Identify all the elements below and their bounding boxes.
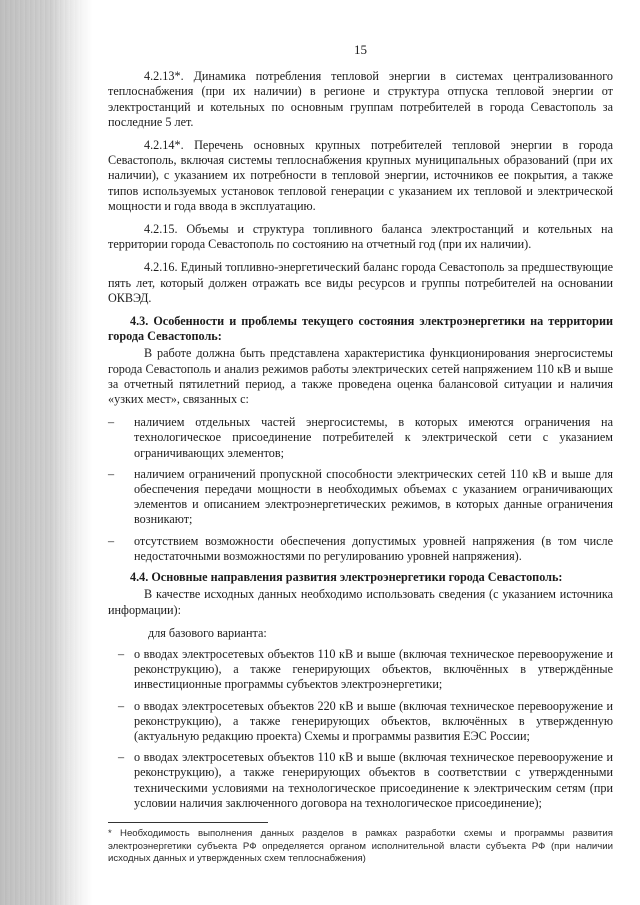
- bullet-marker: –: [117, 698, 125, 713]
- footnote-divider: [108, 822, 268, 823]
- bullet-marker: –: [117, 646, 125, 661]
- list-item-text: наличием ограничений пропускной способности электрических сетей 110 кВ и выше для обеспечения передачи мощности в необходимых объемах с указанием ограничивающих элементов и описанием электроэнергетических режимов, в которых данные ограничения возникают;: [134, 466, 613, 527]
- footnote: * Необходимость выполнения данных разделов в рамках разработки схемы и программы развития электроэнергетики субъекта РФ определяется органом исполнительной власти субъекта РФ (при наличии исходных данных и утвержденных схем теплоснабжения): [108, 828, 613, 865]
- section-heading-4-4: 4.4. Основные направления развития электроэнергетики города Севастополь:: [130, 570, 563, 585]
- paragraph-4-2-15: 4.2.15. Объемы и структура топливного баланса электростанций и котельных на территории города Севастополь по состоянию на отчетный год (при их наличии).: [108, 222, 613, 252]
- paragraph-4-2-14: 4.2.14*. Перечень основных крупных потребителей тепловой энергии в города Севастополь, включая системы теплоснабжения крупных муниципальных образований (при их наличии), с указанием их потребности в тепловой энергии, источников ее покрытия, а также типов используемых установок тепловой генерации с указанием их тепловой и электрической мощности и года ввода в эксплуатацию.: [108, 138, 613, 213]
- page-number: 15: [354, 42, 367, 57]
- list-item: [108, 647, 613, 693]
- list-item: [108, 467, 613, 528]
- list-item: [108, 750, 613, 811]
- scan-binding-edge: [0, 0, 92, 905]
- paragraph-4-2-16: 4.2.16. Единый топливно-энергетический баланс города Севастополь за предшествующие пять лет, который должен отражать все виды ресурсов и группы потребителей на основании ОКВЭД.: [108, 260, 613, 305]
- section-4-3-body: В работе должна быть представлена характеристика функционирования энергосистемы города Севастополь и анализ режимов работы электрических сетей напряжением 110 кВ и выше за отчетный пятилетний период, а также проведена оценка балансовой ситуации и наличия «узких мест», связанных с:: [108, 346, 613, 407]
- section-heading-4-3: 4.3. Особенности и проблемы текущего состояния электроэнергетики на территории города Севастополь:: [108, 314, 613, 344]
- document-page: [108, 42, 613, 817]
- list-item-text: о вводах электросетевых объектов 220 кВ и выше (включая техническое перевооружение и реконструкцию), а также генерирующих объектов, включённых в утвержденную (актуальную редакцию проекта) Схемы и программы развития ЕЭС России;: [134, 698, 613, 743]
- base-variant-label: для базового варианта:: [148, 625, 267, 640]
- list-item: [108, 415, 613, 461]
- list-item-text: наличием отдельных частей энергосистемы, в которых имеются ограничения на технологическое присоединение потребителей к электрической сети с указанием ограничивающих элементов;: [134, 415, 613, 460]
- list-item: [108, 699, 613, 745]
- list-item-text: отсутствием возможности обеспечения допустимых уровней напряжения (в том числе недостаточными возможностями по регулированию уровней напряжения).: [134, 533, 613, 563]
- list-item: [108, 534, 613, 564]
- dash-marker: –: [108, 533, 115, 548]
- dash-marker: –: [108, 415, 115, 430]
- bullet-marker: –: [117, 750, 125, 765]
- list-item-text: о вводах электросетевых объектов 110 кВ и выше (включая техническое перевооружение и реконструкцию), а также генерирующих объектов, включённых в утверждённые инвестиционные программы субъектов электроэнергетики;: [134, 646, 613, 692]
- paragraph-4-2-13: 4.2.13*. Динамика потребления тепловой энергии в системах централизованного теплоснабжения (при их наличии) в регионе и структура отпуска тепловой энергии от электростанций и котельных по основным группам потребителей в города Севастополь за последние 5 лет.: [108, 69, 613, 129]
- section-4-4-body: В качестве исходных данных необходимо использовать сведения (с указанием источника информации):: [108, 587, 613, 617]
- list-item-text: о вводах электросетевых объектов 110 кВ и выше (включая техническое перевооружение и реконструкцию), а также генерирующих объектов в соответствии с утвержденными техническими условиями на технологическое присоединение к электрическим сетям (при условии наличия заключенного договора на технологическое присоединение);: [134, 750, 613, 810]
- dash-marker: –: [108, 466, 115, 481]
